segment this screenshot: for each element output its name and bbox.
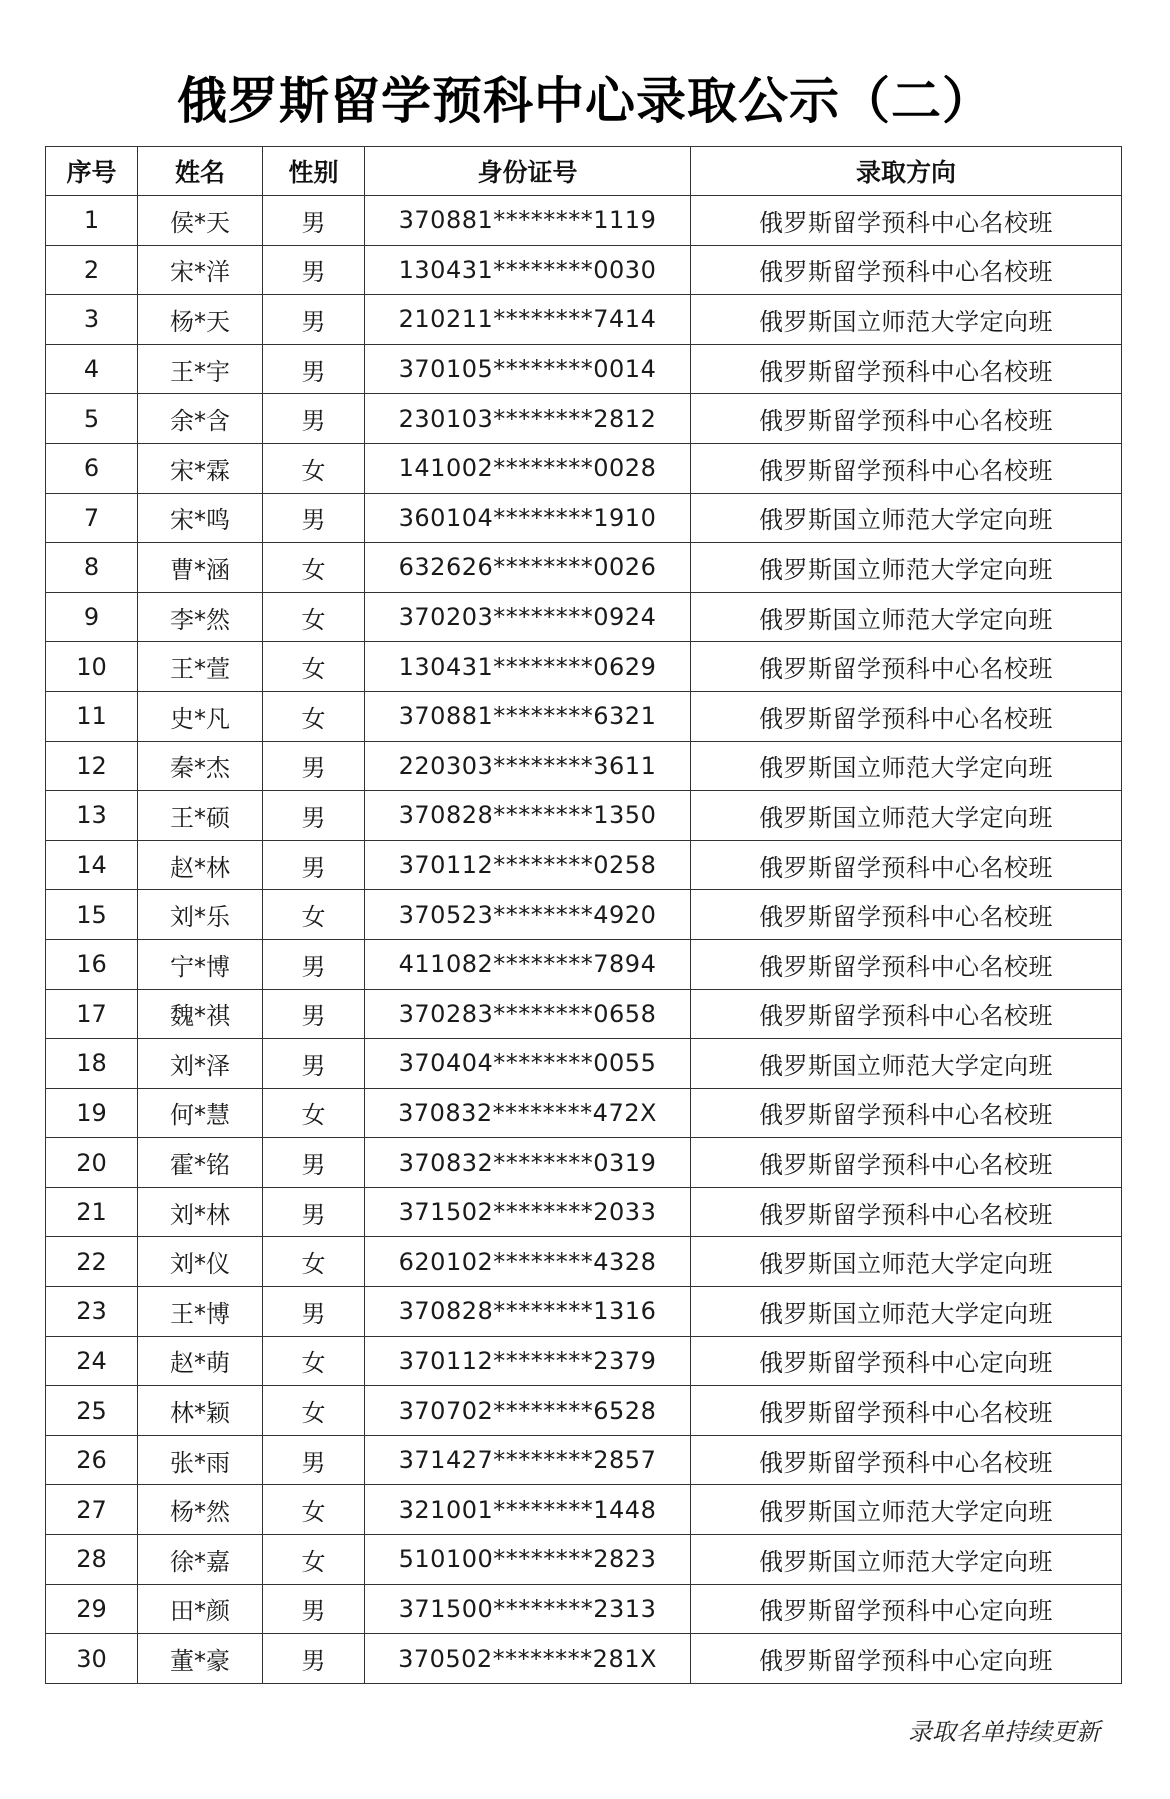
cell-seq: 27 — [46, 1485, 138, 1535]
cell-id-number: 370881********6321 — [365, 691, 691, 741]
cell-admission-direction: 俄罗斯留学预科中心名校班 — [691, 890, 1122, 940]
cell-name: 田*颜 — [138, 1584, 263, 1634]
cell-name: 宁*博 — [138, 939, 263, 989]
cell-id-number: 230103********2812 — [365, 394, 691, 444]
cell-id-number: 360104********1910 — [365, 493, 691, 543]
cell-seq: 12 — [46, 741, 138, 791]
cell-name: 董*豪 — [138, 1634, 263, 1684]
cell-admission-direction: 俄罗斯留学预科中心名校班 — [691, 1138, 1122, 1188]
cell-name: 魏*祺 — [138, 989, 263, 1039]
cell-admission-direction: 俄罗斯留学预科中心名校班 — [691, 939, 1122, 989]
table-row — [46, 344, 1122, 394]
cell-admission-direction: 俄罗斯国立师范大学定向班 — [691, 592, 1122, 642]
cell-gender: 男 — [263, 344, 365, 394]
cell-gender: 男 — [263, 1039, 365, 1089]
cell-gender: 男 — [263, 840, 365, 890]
cell-seq: 17 — [46, 989, 138, 1039]
cell-seq: 2 — [46, 245, 138, 295]
cell-admission-direction: 俄罗斯国立师范大学定向班 — [691, 1237, 1122, 1287]
cell-admission-direction: 俄罗斯留学预科中心名校班 — [691, 1088, 1122, 1138]
admission-table — [45, 146, 1122, 1684]
cell-gender: 女 — [263, 1535, 365, 1585]
cell-seq: 3 — [46, 295, 138, 345]
cell-name: 杨*天 — [138, 295, 263, 345]
header-seq: 序号 — [46, 147, 138, 196]
cell-admission-direction: 俄罗斯留学预科中心名校班 — [691, 394, 1122, 444]
table-row — [46, 295, 1122, 345]
table-row — [46, 493, 1122, 543]
cell-admission-direction: 俄罗斯留学预科中心名校班 — [691, 1435, 1122, 1485]
cell-id-number: 370203********0924 — [365, 592, 691, 642]
cell-gender: 女 — [263, 1485, 365, 1535]
table-row — [46, 939, 1122, 989]
cell-admission-direction: 俄罗斯国立师范大学定向班 — [691, 1287, 1122, 1337]
cell-seq: 15 — [46, 890, 138, 940]
cell-name: 曹*涵 — [138, 543, 263, 593]
cell-name: 王*萱 — [138, 642, 263, 692]
cell-admission-direction: 俄罗斯留学预科中心定向班 — [691, 1634, 1122, 1684]
cell-id-number: 371427********2857 — [365, 1435, 691, 1485]
cell-name: 何*慧 — [138, 1088, 263, 1138]
cell-name: 林*颖 — [138, 1386, 263, 1436]
cell-seq: 7 — [46, 493, 138, 543]
table-row — [46, 1634, 1122, 1684]
cell-gender: 女 — [263, 1237, 365, 1287]
header-gender: 性别 — [263, 147, 365, 196]
table-row — [46, 1138, 1122, 1188]
cell-id-number: 632626********0026 — [365, 543, 691, 593]
table-row — [46, 1584, 1122, 1634]
cell-name: 杨*然 — [138, 1485, 263, 1535]
cell-seq: 1 — [46, 196, 138, 246]
cell-id-number: 370523********4920 — [365, 890, 691, 940]
cell-name: 徐*嘉 — [138, 1535, 263, 1585]
table-row — [46, 245, 1122, 295]
table-row — [46, 1088, 1122, 1138]
cell-id-number: 130431********0629 — [365, 642, 691, 692]
cell-id-number: 370112********0258 — [365, 840, 691, 890]
cell-id-number: 370404********0055 — [365, 1039, 691, 1089]
cell-gender: 女 — [263, 1336, 365, 1386]
cell-gender: 男 — [263, 493, 365, 543]
cell-admission-direction: 俄罗斯国立师范大学定向班 — [691, 493, 1122, 543]
cell-admission-direction: 俄罗斯留学预科中心定向班 — [691, 1336, 1122, 1386]
cell-admission-direction: 俄罗斯留学预科中心名校班 — [691, 443, 1122, 493]
cell-gender: 女 — [263, 890, 365, 940]
cell-id-number: 370105********0014 — [365, 344, 691, 394]
table-row — [46, 592, 1122, 642]
cell-admission-direction: 俄罗斯留学预科中心定向班 — [691, 1584, 1122, 1634]
cell-name: 霍*铭 — [138, 1138, 263, 1188]
cell-admission-direction: 俄罗斯留学预科中心名校班 — [691, 196, 1122, 246]
table-row — [46, 1237, 1122, 1287]
cell-admission-direction: 俄罗斯留学预科中心名校班 — [691, 840, 1122, 890]
cell-seq: 28 — [46, 1535, 138, 1585]
cell-seq: 14 — [46, 840, 138, 890]
header-admission-direction: 录取方向 — [691, 147, 1122, 196]
cell-name: 王*宇 — [138, 344, 263, 394]
cell-seq: 4 — [46, 344, 138, 394]
cell-id-number: 370828********1316 — [365, 1287, 691, 1337]
cell-name: 余*含 — [138, 394, 263, 444]
cell-seq: 19 — [46, 1088, 138, 1138]
cell-seq: 22 — [46, 1237, 138, 1287]
cell-admission-direction: 俄罗斯留学预科中心名校班 — [691, 1386, 1122, 1436]
table-row — [46, 1039, 1122, 1089]
cell-name: 李*然 — [138, 592, 263, 642]
cell-gender: 女 — [263, 691, 365, 741]
cell-gender: 男 — [263, 1287, 365, 1337]
cell-gender: 女 — [263, 543, 365, 593]
table-row — [46, 741, 1122, 791]
table-row — [46, 989, 1122, 1039]
cell-gender: 男 — [263, 741, 365, 791]
cell-id-number: 620102********4328 — [365, 1237, 691, 1287]
table-row — [46, 196, 1122, 246]
cell-id-number: 370881********1119 — [365, 196, 691, 246]
cell-name: 刘*仪 — [138, 1237, 263, 1287]
table-row — [46, 691, 1122, 741]
cell-seq: 23 — [46, 1287, 138, 1337]
cell-name: 秦*杰 — [138, 741, 263, 791]
cell-id-number: 370832********0319 — [365, 1138, 691, 1188]
cell-admission-direction: 俄罗斯国立师范大学定向班 — [691, 1039, 1122, 1089]
cell-id-number: 141002********0028 — [365, 443, 691, 493]
cell-admission-direction: 俄罗斯留学预科中心名校班 — [691, 989, 1122, 1039]
cell-seq: 9 — [46, 592, 138, 642]
table-row — [46, 890, 1122, 940]
cell-id-number: 370832********472X — [365, 1088, 691, 1138]
cell-seq: 6 — [46, 443, 138, 493]
table-row — [46, 1386, 1122, 1436]
cell-gender: 男 — [263, 295, 365, 345]
cell-gender: 男 — [263, 1435, 365, 1485]
cell-name: 宋*鸣 — [138, 493, 263, 543]
header-name: 姓名 — [138, 147, 263, 196]
cell-gender: 男 — [263, 939, 365, 989]
cell-id-number: 370702********6528 — [365, 1386, 691, 1436]
cell-seq: 11 — [46, 691, 138, 741]
cell-gender: 女 — [263, 642, 365, 692]
cell-seq: 21 — [46, 1187, 138, 1237]
cell-id-number: 370502********281X — [365, 1634, 691, 1684]
cell-seq: 10 — [46, 642, 138, 692]
cell-admission-direction: 俄罗斯留学预科中心名校班 — [691, 1187, 1122, 1237]
cell-gender: 男 — [263, 1584, 365, 1634]
cell-id-number: 130431********0030 — [365, 245, 691, 295]
cell-name: 刘*泽 — [138, 1039, 263, 1089]
cell-seq: 20 — [46, 1138, 138, 1188]
cell-seq: 16 — [46, 939, 138, 989]
table-row — [46, 840, 1122, 890]
cell-name: 王*博 — [138, 1287, 263, 1337]
cell-id-number: 370828********1350 — [365, 791, 691, 841]
footer-note: 录取名单持续更新 — [908, 1718, 1100, 1746]
cell-gender: 男 — [263, 989, 365, 1039]
cell-id-number: 321001********1448 — [365, 1485, 691, 1535]
cell-seq: 25 — [46, 1386, 138, 1436]
cell-seq: 29 — [46, 1584, 138, 1634]
cell-id-number: 411082********7894 — [365, 939, 691, 989]
cell-admission-direction: 俄罗斯国立师范大学定向班 — [691, 1535, 1122, 1585]
cell-id-number: 510100********2823 — [365, 1535, 691, 1585]
cell-name: 宋*洋 — [138, 245, 263, 295]
cell-seq: 30 — [46, 1634, 138, 1684]
table-row — [46, 642, 1122, 692]
cell-id-number: 220303********3611 — [365, 741, 691, 791]
cell-gender: 男 — [263, 196, 365, 246]
table-row — [46, 1336, 1122, 1386]
cell-seq: 5 — [46, 394, 138, 444]
cell-gender: 男 — [263, 394, 365, 444]
cell-id-number: 371500********2313 — [365, 1584, 691, 1634]
page-title: 俄罗斯留学预科中心录取公示（二） — [177, 72, 993, 130]
cell-name: 史*凡 — [138, 691, 263, 741]
table-row — [46, 791, 1122, 841]
table-row — [46, 1187, 1122, 1237]
cell-gender: 男 — [263, 1634, 365, 1684]
cell-seq: 26 — [46, 1435, 138, 1485]
table-body — [46, 196, 1122, 1684]
cell-id-number: 370283********0658 — [365, 989, 691, 1039]
cell-admission-direction: 俄罗斯国立师范大学定向班 — [691, 791, 1122, 841]
cell-gender: 女 — [263, 443, 365, 493]
table-row — [46, 394, 1122, 444]
cell-seq: 18 — [46, 1039, 138, 1089]
cell-name: 王*硕 — [138, 791, 263, 841]
cell-gender: 男 — [263, 1187, 365, 1237]
cell-name: 侯*天 — [138, 196, 263, 246]
cell-admission-direction: 俄罗斯国立师范大学定向班 — [691, 1485, 1122, 1535]
cell-admission-direction: 俄罗斯留学预科中心名校班 — [691, 245, 1122, 295]
cell-name: 张*雨 — [138, 1435, 263, 1485]
cell-gender: 男 — [263, 245, 365, 295]
cell-seq: 13 — [46, 791, 138, 841]
table-row — [46, 543, 1122, 593]
cell-id-number: 210211********7414 — [365, 295, 691, 345]
cell-admission-direction: 俄罗斯留学预科中心名校班 — [691, 691, 1122, 741]
cell-gender: 女 — [263, 592, 365, 642]
cell-admission-direction: 俄罗斯国立师范大学定向班 — [691, 741, 1122, 791]
cell-name: 刘*乐 — [138, 890, 263, 940]
cell-name: 宋*霖 — [138, 443, 263, 493]
cell-admission-direction: 俄罗斯国立师范大学定向班 — [691, 295, 1122, 345]
cell-name: 赵*林 — [138, 840, 263, 890]
cell-id-number: 371502********2033 — [365, 1187, 691, 1237]
cell-seq: 8 — [46, 543, 138, 593]
cell-admission-direction: 俄罗斯留学预科中心名校班 — [691, 344, 1122, 394]
table-row — [46, 1535, 1122, 1585]
table-row — [46, 1435, 1122, 1485]
cell-seq: 24 — [46, 1336, 138, 1386]
cell-gender: 男 — [263, 1138, 365, 1188]
cell-name: 赵*萌 — [138, 1336, 263, 1386]
cell-gender: 女 — [263, 1088, 365, 1138]
cell-admission-direction: 俄罗斯国立师范大学定向班 — [691, 543, 1122, 593]
table-row — [46, 443, 1122, 493]
cell-id-number: 370112********2379 — [365, 1336, 691, 1386]
cell-admission-direction: 俄罗斯留学预科中心名校班 — [691, 642, 1122, 692]
table-row — [46, 1485, 1122, 1535]
cell-name: 刘*林 — [138, 1187, 263, 1237]
header-id-number: 身份证号 — [365, 147, 691, 196]
cell-gender: 男 — [263, 791, 365, 841]
table-row — [46, 1287, 1122, 1337]
cell-gender: 女 — [263, 1386, 365, 1436]
table-header-row — [46, 147, 1122, 196]
